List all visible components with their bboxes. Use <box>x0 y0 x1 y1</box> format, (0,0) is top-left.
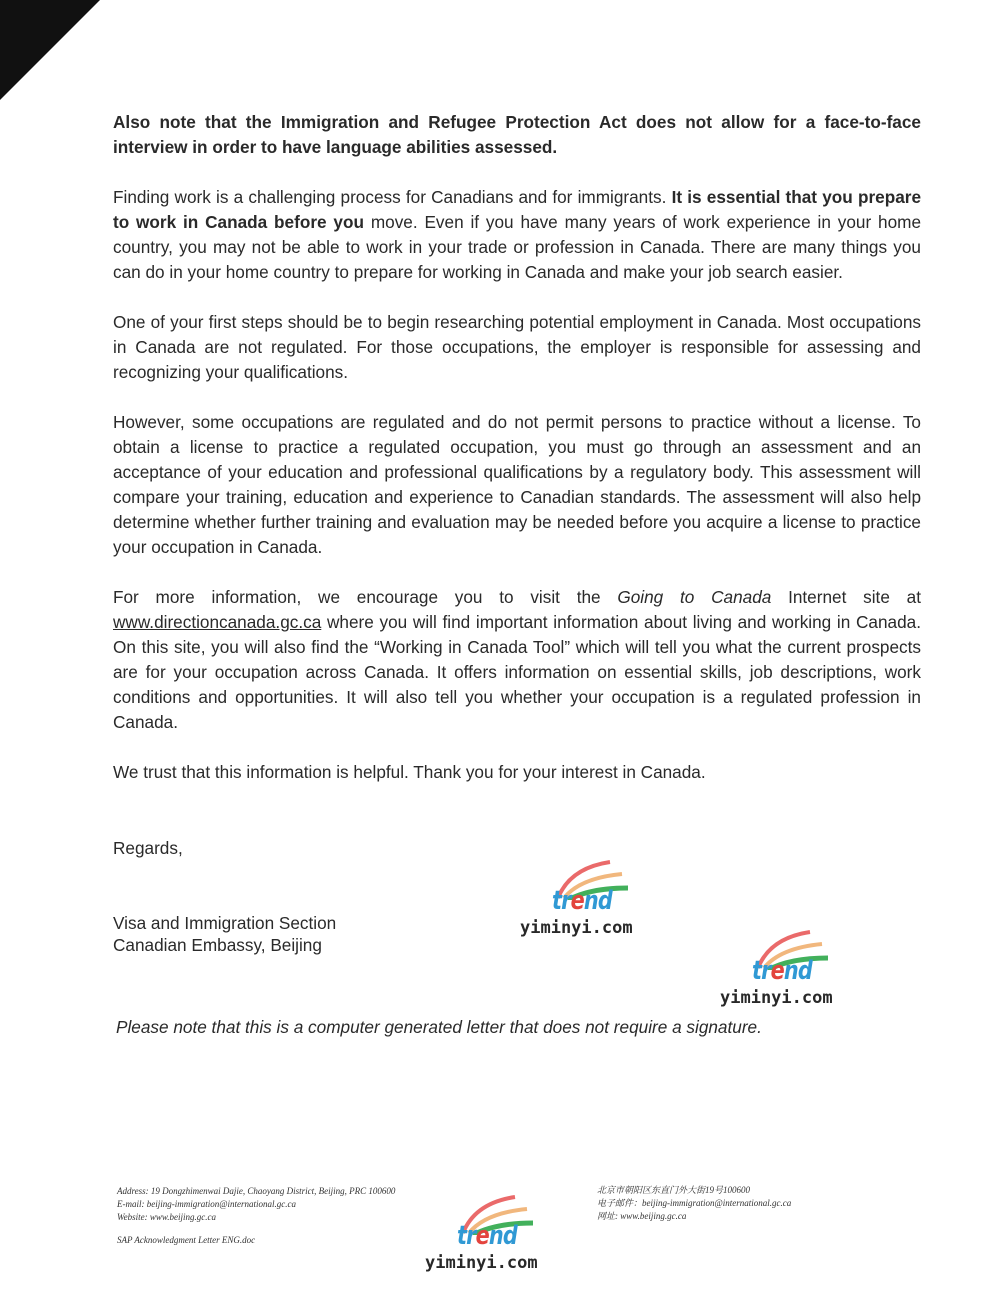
footer-english <box>117 1185 395 1247</box>
sender-line-1: Visa and Immigration Section <box>113 913 337 933</box>
watermark-arcs-icon <box>455 1195 535 1235</box>
paragraph-finding-work <box>113 185 921 285</box>
paragraph-interview-note: Also note that the Immigration and Refugee Protection Act does not allow for a face-to-face interview in order to have language abilities assessed. <box>113 112 921 157</box>
regards: Regards, <box>113 838 183 858</box>
watermark-domain: yiminyi.com <box>425 1253 538 1273</box>
watermark-logo: trend <box>457 1221 518 1251</box>
paragraph-more-information <box>113 585 921 735</box>
paragraph-thanks: We trust that this information is helpful. Thank you for your interest in Canada. <box>113 762 706 782</box>
text: For more information, we encourage you to visit the <box>113 587 618 607</box>
site-name: Going to Canada <box>617 587 772 607</box>
paragraph-first-steps: One of your first steps should be to begin researching potential employment in Canada. Most occupations in Canada are not regulated. For those occupations, the employer is responsible for assessing and recognizing your qualifications. <box>113 312 921 382</box>
watermark-domain: yiminyi.com <box>720 988 833 1008</box>
watermark-domain: yiminyi.com <box>520 918 633 938</box>
text: Finding work is a challenging process for Canadians and for immigrants. <box>113 187 672 207</box>
footer-doc-name: SAP Acknowledgment Letter ENG.doc <box>117 1235 256 1245</box>
watermark-logo: trend <box>752 956 813 986</box>
sender-line-2: Canadian Embassy, Beijing <box>113 935 322 955</box>
signature-note: Please note that this is a computer generated letter that does not require a signature. <box>116 1017 762 1037</box>
emphasis-text: It is essential that you prepare to work in Canada before you <box>113 187 922 232</box>
watermark-stamp <box>425 1195 565 1275</box>
scan-corner-shadow <box>0 0 100 100</box>
footer-cn-website: 网址: www.beijing.gc.ca <box>597 1211 687 1221</box>
paragraph-regulated-occupations: However, some occupations are regulated and do not permit persons to practice without a license. To obtain a license to practice a regulated occupation, you must go through an assessment and an acceptance of your education and professional qualifications by a regulatory body. This assessment will compare your training, education and experience to Canadian standards. The assessment will also help determine whether further training and evaluation may be needed before you acquire a license to practice your occupation in Canada. <box>113 412 921 557</box>
footer-cn-email: 电子邮件：beijing-immigration@international.gc.ca <box>597 1198 792 1208</box>
footer-address: Address: 19 Dongzhimenwai Dajie, Chaoyang District, Beijing, PRC 100600 <box>117 1186 396 1196</box>
website-link[interactable]: www.directioncanada.gc.ca <box>113 612 322 632</box>
text: move. Even if you have many years of work experience in your home country, you may not be able to work in your trade or profession in Canada. There are many things you can do in your home country to prepare for working in Canada and make your job search easier. <box>113 212 921 282</box>
text: Internet site at <box>771 587 921 607</box>
footer-chinese <box>597 1184 791 1223</box>
footer-email: E-mail: beijing-immigration@international.gc.ca <box>117 1199 297 1209</box>
text: where you will find important information about living and working in Canada. On this site, you will also find the “Working in Canada Tool” which will tell you what the current prospects are for your occupation across Canada. It offers information on essential skills, job descriptions, work conditions and opportunities. It will also tell you whether your occupation is a regulated profession in Canada. <box>113 612 921 732</box>
letter-body <box>113 110 921 1038</box>
watermark-logo: trend <box>552 886 613 916</box>
footer-cn-address: 北京市朝阳区东直门外大街19号100600 <box>597 1185 751 1195</box>
footer-website: Website: www.beijing.gc.ca <box>117 1212 216 1222</box>
